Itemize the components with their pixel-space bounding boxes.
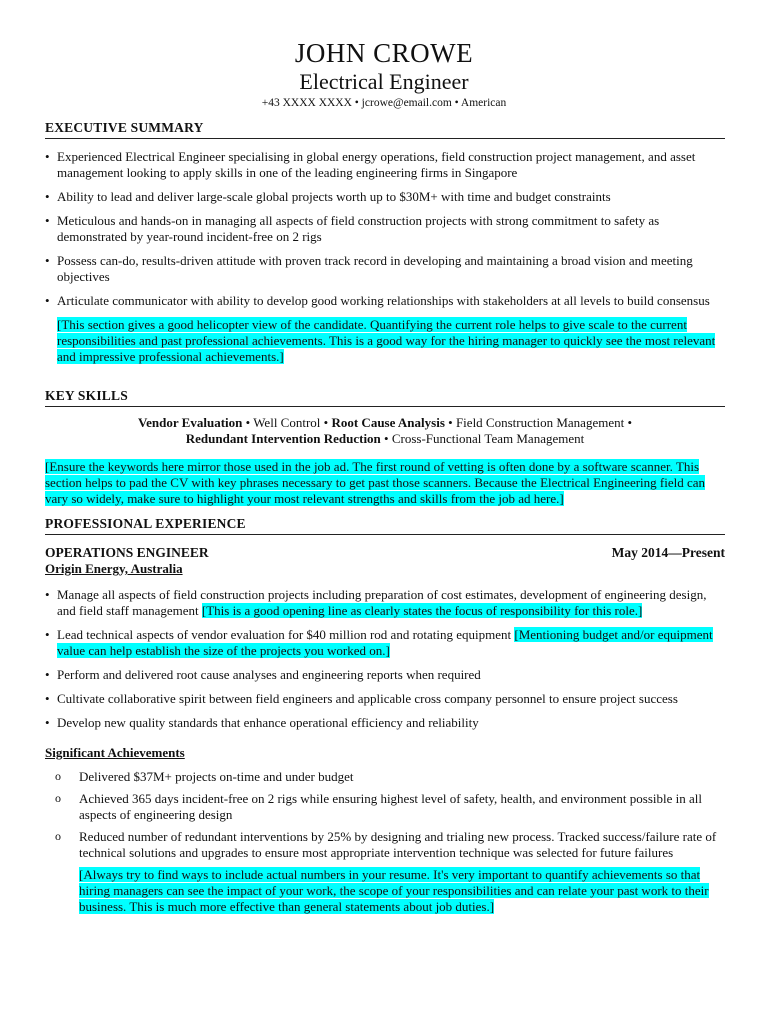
skills-list — [45, 415, 725, 447]
achievements-note-text: [Always try to find ways to include actual numbers in your resume. It's very important to quantify achievements so that hiring managers can see the impact of your work, the scope of your responsibilities and can relate your past work to their business. This is much more effective than general statements about job duties.] — [79, 867, 709, 914]
responsibility-item — [45, 667, 725, 683]
skill-separator: • — [323, 415, 329, 430]
executive-summary-heading: EXECUTIVE SUMMARY — [45, 120, 725, 139]
experience-heading: PROFESSIONAL EXPERIENCE — [45, 516, 725, 535]
responsibility-text: Lead technical aspects of vendor evaluation for $40 million rod and rotating equipment — [57, 627, 512, 642]
responsibility-item — [45, 691, 725, 707]
achievement-item: o Reduced number of redundant interventions by 25% by designing and trialing new process. Tracked success/failure rate of technical solutions and upgrades to ensure most appropriate intervention technique was selected for future failures — [45, 829, 725, 861]
responsibility-text: Develop new quality standards that enhance operational efficiency and reliability — [57, 715, 479, 730]
summary-item: • Meticulous and hands-on in managing all aspects of field construction projects with strong commitment to safety as demonstrated by year-round incident-free on 2 rigs — [45, 213, 725, 245]
achievement-item: o Delivered $37M+ projects on-time and under budget — [45, 769, 725, 785]
job-dates: May 2014—Present — [611, 545, 725, 560]
responsibility-note: [Mentioning budget and/or equipment value can help establish the size of the projects you worked on.] — [57, 627, 713, 658]
summary-item: • Possess can-do, results-driven attitude with proven track record in developing and maintaining a broad vision and meeting objectives — [45, 253, 725, 285]
responsibility-item — [45, 627, 725, 659]
achievements-note — [45, 867, 725, 915]
skill-separator: • — [245, 415, 251, 430]
responsibility-text: Cultivate collaborative spirit between field engineers and applicable cross company personnel to ensure project success — [57, 691, 678, 706]
candidate-title: Electrical Engineer — [299, 69, 469, 94]
responsibilities-list — [45, 587, 725, 731]
key-skills-section — [45, 388, 725, 507]
achievements-list — [45, 769, 725, 861]
responsibility-item — [45, 587, 725, 619]
key-skills-heading: KEY SKILLS — [45, 388, 725, 407]
achievement-item: o Achieved 365 days incident-free on 2 rigs while ensuring highest level of safety, health, and environment possible in all aspects of engineering design — [45, 791, 725, 823]
job-row — [45, 545, 725, 561]
achievements-heading: Significant Achievements — [45, 745, 185, 760]
summary-note-text: [This section gives a good helicopter view of the candidate. Quantifying the current role helps to give scale to the current responsibilities and past professional achievements. This is a good way for the hiring manager to quickly see the most relevant and impressive professional achievements.] — [57, 317, 716, 364]
experience-section — [45, 516, 725, 915]
skill-item: Field Construction Management — [455, 415, 625, 430]
summary-item: • Articulate communicator with ability to develop good working relationships with stakeholders at all levels to build consensus — [45, 293, 725, 309]
skill-item: Vendor Evaluation — [137, 415, 243, 430]
skill-item: Well Control — [253, 415, 321, 430]
summary-list — [45, 149, 725, 309]
skills-note-text: [Ensure the keywords here mirror those used in the job ad. The first round of vetting is often done by a software scanner. This section helps to pad the CV with key phrases necessary to get past those scanners. Because the Electrical Engineering field can vary so widely, make sure to highlight your most relevant strengths and skills from the job ad here.] — [45, 459, 706, 506]
summary-note — [45, 317, 725, 365]
job-title: OPERATIONS ENGINEER — [45, 545, 209, 560]
executive-summary-section — [45, 120, 725, 365]
skills-note — [45, 459, 725, 507]
summary-item: • Experienced Electrical Engineer specialising in global energy operations, field construction project management, and asset management looking to apply skills in one of the leading engineering firms in Singapore — [45, 149, 725, 181]
skill-separator: • — [384, 431, 389, 446]
company-name: Origin Energy, Australia — [45, 561, 183, 576]
skill-item: Redundant Intervention Reduction — [185, 431, 381, 446]
skill-separator: • — [627, 415, 633, 430]
responsibility-text: Manage all aspects of field construction projects including preparation of cost estimates, development of engineering design, and field staff management — [57, 587, 707, 618]
responsibility-note: [This is a good opening line as clearly states the focus of responsibility for this role.] — [201, 603, 643, 618]
responsibility-item — [45, 715, 725, 731]
summary-item: • Ability to lead and deliver large-scale global projects worth up to $30M+ with time and budget constraints — [45, 189, 725, 205]
responsibility-text: Perform and delivered root cause analyses and engineering reports when required — [57, 667, 481, 682]
skill-item: Root Cause Analysis — [331, 415, 445, 430]
candidate-name: JOHN CROWE — [294, 38, 474, 68]
skill-separator: • — [448, 415, 453, 430]
contact-line: +43 XXXX XXXX • jcrowe@email.com • American — [261, 97, 507, 109]
skill-item: Cross-Functional Team Management — [391, 431, 585, 446]
